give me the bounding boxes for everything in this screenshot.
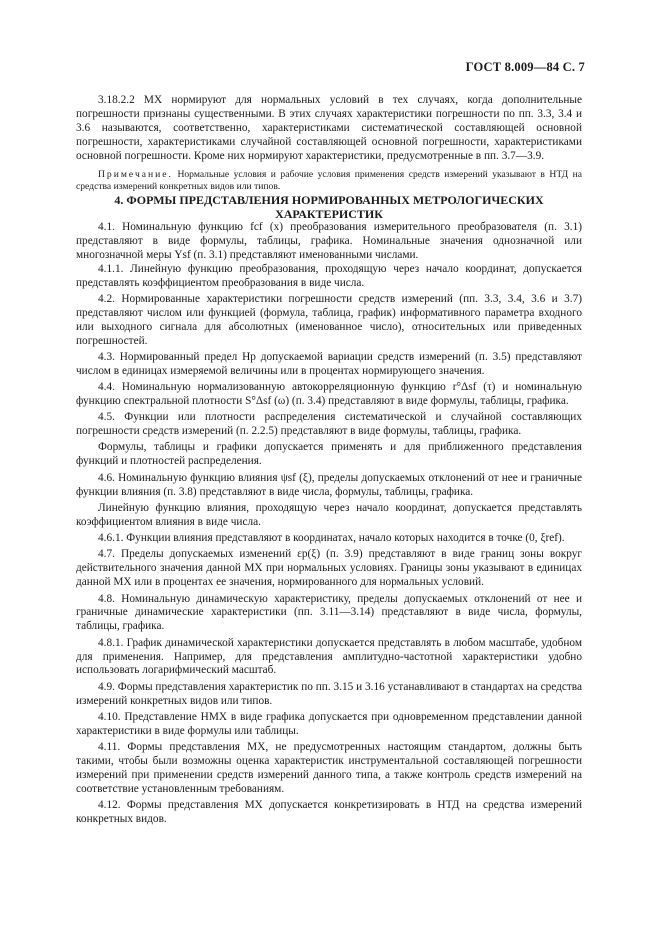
paragraph-4-6: 4.6. Номинальную функцию влияния ψsf (ξ), пределы допускаемых отклонений от нее и граничные функции влияния (п. 3.8) представляют в виде числа, формулы, таблицы, графика. xyxy=(76,471,582,498)
section-heading-line1: 4. ФОРМЫ ПРЕДСТАВЛЕНИЯ НОРМИРОВАННЫХ МЕТРОЛОГИЧЕСКИХ xyxy=(114,192,544,207)
page-header: ГОСТ 8.009—84 С. 7 xyxy=(465,60,585,74)
paragraph-4-5: 4.5. Функции или плотности распределения систематической и случайной составляющих погрешности средств измерений (п. 2.2.5) представляют в виде формулы, таблицы, графика. xyxy=(76,411,582,438)
paragraph-4-6-1: 4.6.1. Функции влияния представляют в координатах, начало которых находится в точке (0, ξref). xyxy=(98,532,565,545)
paragraph-4-1: 4.1. Номинальную функцию fсf (x) преобразования измерительного преобразователя (п. 3.1) представляют в виде формулы, таблицы, графика. Номинальные значения однозначной или многозначной меры Ysf (п. 3.1) представляют именованными числами. xyxy=(76,220,582,261)
paragraph-4-8-1: 4.8.1. График динамической характеристики допускается представлять в любом масштабе, удобном для применения. Например, для представления амплитудно-частотной характеристики удобно использовать логарифмический масштаб. xyxy=(76,636,582,677)
paragraph-4-11: 4.11. Формы представления МХ, не предусмотренных настоящим стандартом, должны быть такими, чтобы были возможны оценка характеристик инструментальной составляющей погрешности измерений при применении средств измерений данного типа, а также контроль средств измерений на соответствие установленным требованиям. xyxy=(76,741,582,795)
paragraph-3-18-2-2: 3.18.2.2 МХ нормируют для нормальных условий в тех случаях, когда дополнительные погрешности признаны существенными. В этих случаях характеристики погрешности по пп. 3.3, 3.4 и 3.6 называются, соответственно, характеристиками систематической составляющей основной погрешности, характеристиками случайной составляющей основной погрешности, характеристиками основной погрешности. Кроме них нормируют характеристики, предусмотренные в пп. 3.7—3.9. xyxy=(76,94,582,162)
paragraph-4-8: 4.8. Номинальную динамическую характеристику, пределы допускаемых отклонений от нее и граничные динамические характеристики (пп. 3.11—3.14) представляют в виде числа, формулы, таблицы, графика. xyxy=(76,592,582,633)
section-heading xyxy=(76,193,582,221)
paragraph-4-6-b: Линейную функцию влияния, проходящую через начало координат, допускается представлять коэффициентом влияния в виде числа. xyxy=(76,501,582,528)
paragraph-4-9: 4.9. Формы представления характеристик по пп. 3.15 и 3.16 устанавливают в стандартах на средства измерений конкретных видов или типов. xyxy=(76,680,582,707)
note xyxy=(76,169,582,193)
paragraph-4-12: 4.12. Формы представления МХ допускается конкретизировать в НТД на средства измерений конкретных видов. xyxy=(76,799,582,826)
paragraph-4-5-b: Формулы, таблицы и графики допускается применять и для приближенного представления функций и плотностей распределения. xyxy=(76,441,582,468)
note-text: Нормальные условия и рабочие условия применения средств измерений указывают в НТД на средства измерений конкретных видов или типов. xyxy=(76,168,582,192)
paragraph-4-1-1: 4.1.1. Линейную функцию преобразования, проходящую через начало координат, допускается представлять коэффициентом преобразования в виде числа. xyxy=(76,262,582,289)
paragraph-4-2: 4.2. Нормированные характеристики погрешности средств измерений (пп. 3.3, 3.4, 3.6 и 3.7) представляют числом или функцией (формула, таблица, график) информативного параметра входного или выходного сигнала для абсолютных (именованное число), относительных или приведенных погрешностей. xyxy=(76,292,582,347)
paragraph-4-4: 4.4. Номинальную нормализованную автокорреляционную функцию r°Δsf (τ) и номинальную функцию спектральной плотности S°Δsf (ω) (п. 3.4) представляют в виде формулы, таблицы, графика. xyxy=(76,381,582,407)
note-label: Примечание. xyxy=(98,168,173,180)
paragraph-4-10: 4.10. Представление НМХ в виде графика допускается при одновременном представлении данной характеристики в виде формулы или таблицы. xyxy=(76,710,582,737)
paragraph-4-7: 4.7. Пределы допускаемых изменений εp(ξ) (п. 3.9) представляют в виде границ зоны вокруг действительного значения данной МХ при нормальных условиях. Границы зоны указывают в единицах данной МХ или в процентах ее значения, нормированного для нормальных условий. xyxy=(76,548,582,589)
section-heading-line2: ХАРАКТЕРИСТИК xyxy=(275,206,383,221)
paragraph-4-3: 4.3. Нормированный предел Hp допускаемой вариации средств измерений (п. 3.5) представляют числом в единицах измеряемой величины или в процентах нормирующего значения. xyxy=(76,350,582,377)
page-content xyxy=(76,94,582,827)
